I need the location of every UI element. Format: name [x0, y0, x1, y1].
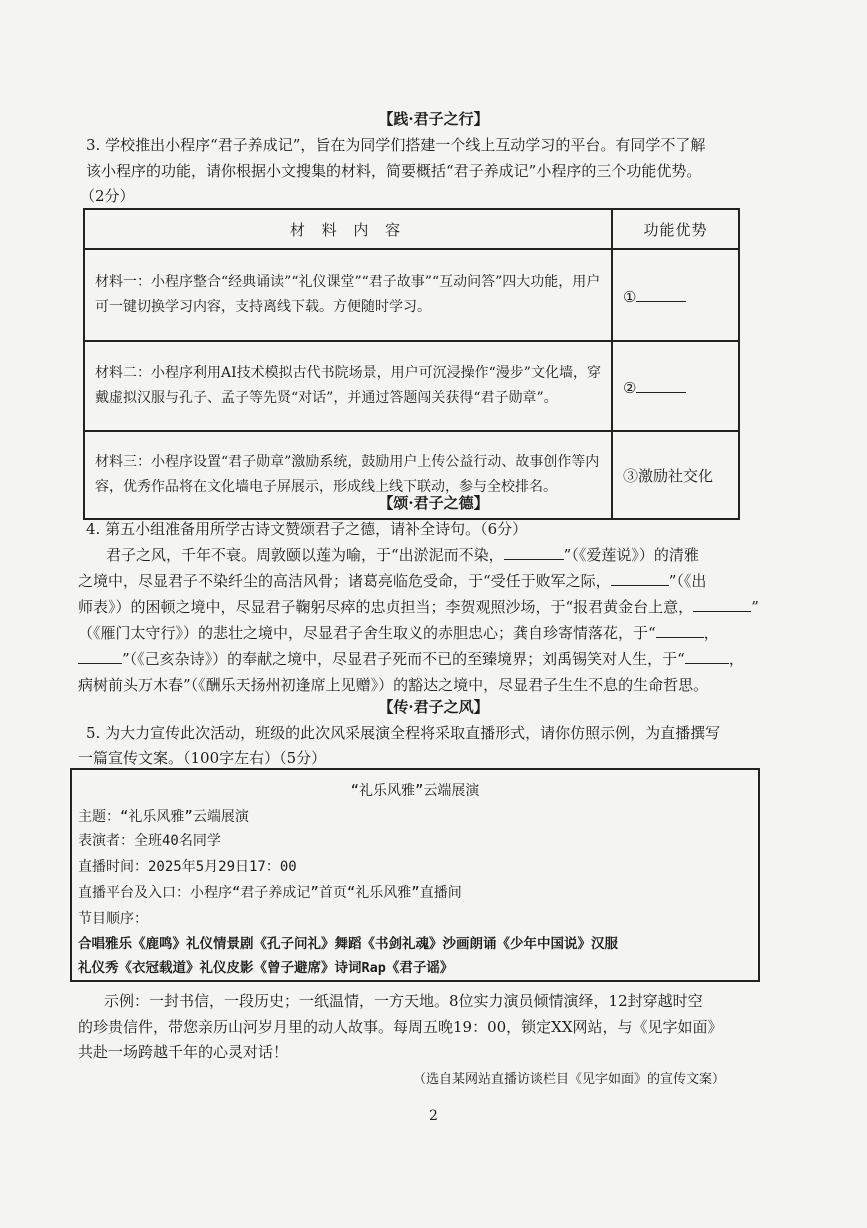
- answer-blank[interactable]: [685, 647, 729, 664]
- materials-table: [83, 208, 740, 520]
- answer-blank[interactable]: [636, 376, 686, 393]
- poem-fill-line: ”（《己亥杂诗》）的奉献之境中，尽显君子死而不已的至臻境界；刘禹锡笑对人生，于“ ，: [78, 646, 768, 672]
- poem-fill-line: 君子之风，千年不衰。周敦颐以莲为喻，于“出淤泥而不染， ”（《爱莲说》）的清雅: [106, 542, 766, 568]
- question-3-line-2: 该小程序的功能，请你根据小文搜集的材料，简要概括“君子养成记”小程序的三个功能优势。: [86, 162, 702, 180]
- table-header-material: 材 料 内 容: [84, 209, 612, 249]
- advantage-cell: [612, 249, 739, 341]
- box-platform: 直播平台及入口：小程序“君子养成记”首页“礼乐风雅”直播间: [78, 885, 462, 901]
- section-title-virtue: 【颂·君子之德】: [378, 494, 489, 512]
- advantage-label: ③激励社交化: [623, 466, 714, 485]
- box-title: “礼乐风雅”云端展演: [350, 783, 480, 799]
- material-text: 材料一：小程序整合“经典诵读”“礼仪课堂”“君子故事”“互动问答”四大功能，用户可一键切换学习内容，支持离线下载。方便随时学习。: [84, 249, 612, 341]
- question-5-line-2: 一篇宣传文案。（100字左右）（5分）: [78, 749, 327, 767]
- box-order-label: 节目顺序：: [78, 911, 148, 927]
- poem-fill-line: 之境中，尽显君子不染纤尘的高洁风骨；诸葛亮临危受命，于“受任于败军之际， ”（《出: [78, 568, 768, 594]
- question-4-head: 4. 第五小组准备用所学古诗文赞颂君子之德，请补全诗句。（6分）: [86, 520, 528, 538]
- box-theme: 主题：“礼乐风雅”云端展演: [78, 809, 249, 825]
- answer-blank[interactable]: [504, 543, 564, 560]
- section-title-practice: 【践·君子之行】: [378, 110, 489, 128]
- advantage-label: ①: [623, 287, 637, 306]
- advantage-cell: [612, 341, 739, 431]
- box-order-line-1: 合唱雅乐《鹿鸣》礼仪情景剧《孔子问礼》舞蹈《书剑礼魂》沙画朗诵《少年中国说》汉服: [78, 936, 618, 952]
- example-source: （选自某网站直播访谈栏目《见字如面》的宣传文案）: [412, 1072, 725, 1087]
- box-time: 直播时间：2025年5月29日17：00: [78, 859, 297, 875]
- table-row: [84, 249, 739, 341]
- poem-fill-line: 师表》）的困顿之境中，尽显君子鞠躬尽瘁的忠贞担当；李贺观照沙场，于“报君黄金台上意， ”: [78, 594, 768, 620]
- example-line-1: 示例：一封书信，一段历史；一纸温情，一方天地。8位实力演员倾情演绎，12封穿越时空: [104, 992, 703, 1010]
- answer-blank[interactable]: [611, 569, 669, 586]
- broadcast-info-box: [70, 768, 760, 982]
- poem-fill-line-last: 病树前头万木春”（《酬乐天扬州初逢席上见赠》）的豁达之境中，尽显君子生生不息的生命哲思。: [78, 676, 709, 694]
- question-3-score: （2分）: [80, 187, 135, 205]
- question-3-line-1: 3. 学校推出小程序“君子养成记”，旨在为同学们搭建一个线上互动学习的平台。有同学不了解: [86, 136, 706, 154]
- example-line-2: 的珍贵信件，带您亲历山河岁月里的动人故事。每周五晚19：00，锁定XX网站，与《见字如面》: [78, 1018, 723, 1036]
- example-line-3: 共赴一场跨越千年的心灵对话！: [78, 1043, 289, 1061]
- box-order-line-2: 礼仪秀《衣冠载道》礼仪皮影《曾子避席》诗词Rap《君子谣》: [78, 960, 454, 976]
- section-title-spread: 【传·君子之风】: [378, 698, 489, 716]
- answer-blank[interactable]: [693, 595, 751, 612]
- box-performers: 表演者：全班40名同学: [78, 833, 221, 849]
- material-text: 材料三：小程序设置“君子勋章”激励系统，鼓励用户上传公益行动、故事创作等内容，优秀作品将在文化墙电子屏展示，形成线上线下联动，参与全校排名。: [84, 431, 612, 519]
- table-row: [84, 341, 739, 431]
- table-header-advantage: 功能优势: [612, 209, 739, 249]
- answer-blank[interactable]: [636, 285, 686, 302]
- page-number: 2: [429, 1108, 438, 1124]
- poem-fill-line: （《雁门太守行》）的悲壮之境中，尽显君子舍生取义的赤胆忠心；龚自珍寄情落花，于“ ，: [78, 620, 768, 646]
- material-text: 材料二：小程序利用AI技术模拟古代书院场景，用户可沉浸操作“漫步”文化墙，穿戴虚拟汉服与孔子、孟子等先贤“对话”，并通过答题闯关获得“君子勋章”。: [84, 341, 612, 431]
- answer-blank[interactable]: [656, 621, 704, 638]
- advantage-label: ②: [623, 378, 637, 397]
- answer-blank[interactable]: [78, 647, 122, 664]
- question-5-line-1: 5. 为大力宣传此次活动，班级的此次风采展演全程将采取直播形式，请你仿照示例，为直播撰写: [86, 724, 721, 742]
